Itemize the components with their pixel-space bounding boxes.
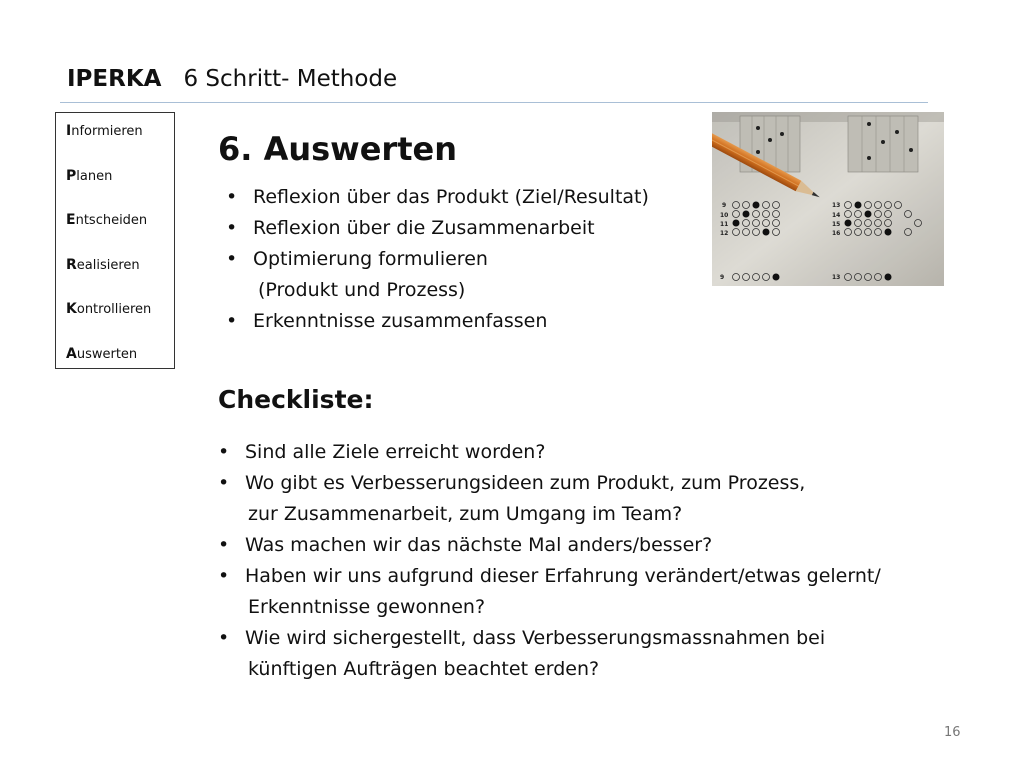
- header-divider: [60, 102, 928, 103]
- slide-header: [67, 66, 397, 92]
- svg-text:9: 9: [722, 202, 727, 209]
- auswerten-bullets: [226, 182, 649, 337]
- svg-text:14: 14: [832, 212, 841, 219]
- step-letter: I: [66, 123, 72, 139]
- checklist-item: • Haben wir uns aufgrund dieser Erfahrung verändert/etwas gelernt/: [218, 561, 881, 592]
- svg-text:9: 9: [720, 274, 725, 281]
- step-informieren: [66, 121, 174, 166]
- answer-sheet-photo: [712, 112, 944, 286]
- svg-text:13: 13: [832, 202, 841, 209]
- step-letter: R: [66, 256, 77, 273]
- checklist-item: • Wie wird sichergestellt, dass Verbesserungsmassnahmen bei: [218, 623, 881, 654]
- section-title: 6. Auswerten: [218, 130, 457, 168]
- step-rest: lanen: [76, 168, 113, 184]
- checklist-item: • Wo gibt es Verbesserungsideen zum Produkt, zum Prozess,: [218, 468, 881, 499]
- step-entscheiden: [66, 210, 174, 255]
- bullet-item: • Reflexion über die Zusammenarbeit: [226, 213, 649, 244]
- svg-text:12: 12: [720, 230, 729, 237]
- bullet-item: • Erkenntnisse zusammenfassen: [226, 306, 649, 337]
- checklist-continuation: künftigen Aufträgen beachtet erden?: [248, 658, 600, 680]
- bullet-continuation: (Produkt und Prozess): [258, 279, 466, 301]
- step-letter: P: [66, 167, 77, 184]
- step-rest: uswerten: [76, 346, 138, 362]
- bullet-item: • Optimierung formulieren: [226, 244, 649, 275]
- step-letter: K: [66, 301, 77, 317]
- checklist-title: Checkliste:: [218, 385, 374, 414]
- steps-box: [55, 112, 175, 369]
- step-planen: [66, 166, 174, 211]
- step-rest: ontrollieren: [76, 302, 152, 317]
- svg-text:11: 11: [720, 221, 729, 228]
- step-auswerten: [66, 344, 174, 389]
- checklist-item: • Was machen wir das nächste Mal anders/besser?: [218, 530, 881, 561]
- step-letter: E: [66, 212, 76, 228]
- checklist-items: [218, 437, 881, 685]
- step-letter: A: [66, 345, 77, 362]
- step-kontrollieren: [66, 299, 174, 344]
- checklist-continuation: Erkenntnisse gewonnen?: [248, 596, 486, 618]
- checklist-item: • Sind alle Ziele erreicht worden?: [218, 437, 881, 468]
- step-rest: ntscheiden: [75, 213, 148, 228]
- header-brand: IPERKA: [67, 66, 162, 92]
- page-number: 16: [944, 725, 961, 740]
- step-realisieren: [66, 255, 174, 300]
- svg-text:13: 13: [832, 274, 841, 281]
- svg-text:10: 10: [720, 212, 729, 219]
- svg-text:16: 16: [832, 230, 841, 237]
- header-subtitle: 6 Schritt- Methode: [183, 66, 398, 92]
- svg-text:15: 15: [832, 221, 841, 228]
- bullet-item: • Reflexion über das Produkt (Ziel/Resultat): [226, 182, 649, 213]
- checklist-continuation: zur Zusammenarbeit, zum Umgang im Team?: [248, 503, 683, 525]
- step-rest: ealisieren: [76, 257, 140, 273]
- step-rest: nformieren: [71, 124, 143, 139]
